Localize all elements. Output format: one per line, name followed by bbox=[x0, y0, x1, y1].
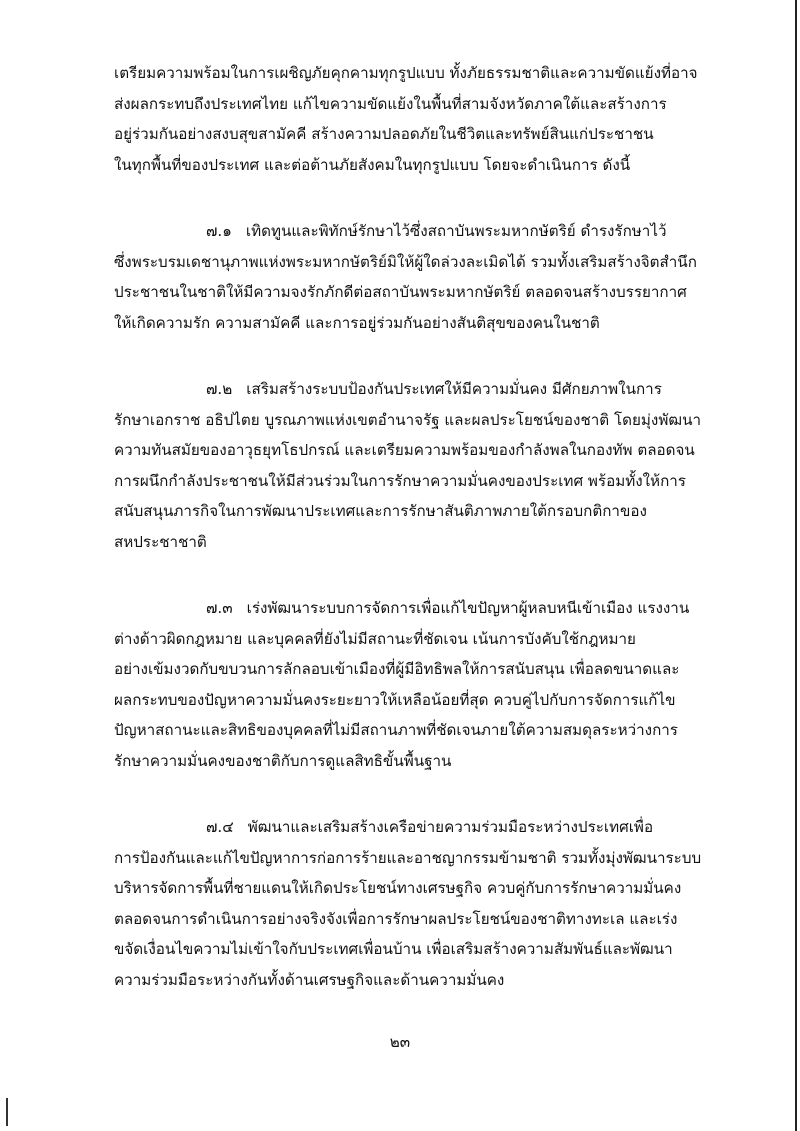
text-line: รักษาเอกราช อธิปไตย บูรณภาพแห่งเขตอำนาจรัฐ และผลประโยชน์ของชาติ โดยมุ่งพัฒนา bbox=[114, 410, 701, 429]
text-line: อยู่ร่วมกันอย่างสงบสุขสามัคคี สร้างความปลอดภัยในชีวิตและทรัพย์สินแก่ประชาชน bbox=[114, 125, 654, 143]
section-first-text: พัฒนาและเสริมสร้างเครือข่ายความร่วมมือระหว่างประเทศเพื่อ bbox=[247, 818, 654, 836]
section-number: ๗.๔ bbox=[206, 818, 234, 836]
section-first-line bbox=[114, 374, 726, 405]
section-7-3 bbox=[114, 593, 726, 776]
text-line: ต่างด้าวผิดกฎหมาย และบุคคลที่ยังไม่มีสถานะที่ชัดเจน เน้นการบังคับใช้กฎหมาย bbox=[114, 629, 636, 648]
section-first-text: เร่งพัฒนาระบบการจัดการเพื่อแก้ไขปัญหาผู้หลบหนีเข้าเมือง แรงงาน bbox=[246, 599, 690, 617]
document-body bbox=[114, 58, 726, 995]
text-line: ความร่วมมือระหว่างกันทั้งด้านเศรษฐกิจและด้านความมั่นคง bbox=[114, 970, 505, 989]
text-line: ขจัดเงื่อนไขความไม่เข้าใจกับประเทศเพื่อนบ้าน เพื่อเสริมสร้างความสัมพันธ์และพัฒนา bbox=[114, 940, 673, 958]
text-line: รักษาความมั่นคงของชาติกับการดูแลสิทธิขั้นพื้นฐาน bbox=[114, 751, 452, 770]
page-number: ๒๓ bbox=[389, 1033, 411, 1051]
text-line: การป้องกันและแก้ไขปัญหาการก่อการร้ายและอาชญากรรมข้ามชาติ รวมทั้งมุ่งพัฒนาระบบ bbox=[114, 848, 702, 867]
text-line: ให้เกิดความรัก ความสามัคคี และการอยู่ร่วมกันอย่างสันติสุขของคนในชาติ bbox=[114, 313, 600, 332]
intro-paragraph bbox=[114, 58, 726, 180]
text-line: การผนึกกำลังประชาชนให้มีส่วนร่วมในการรักษาความมั่นคงของประเทศ พร้อมทั้งให้การ bbox=[114, 471, 686, 490]
text-line: อย่างเข้มงวดกับขบวนการลักลอบเข้าเมืองที่ผู้มีอิทธิพลให้การสนับสนุน เพื่อลดขนาดและ bbox=[114, 660, 680, 678]
section-first-line bbox=[114, 216, 726, 247]
text-line: ซึ่งพระบรมเดชานุภาพแห่งพระมหากษัตริย์มิให้ผู้ใดล่วงละเมิดได้ รวมทั้งเสริมสร้างจิตสำนึก bbox=[114, 252, 697, 271]
text-line: ตลอดจนการดำเนินการอย่างจริงจังเพื่อการรักษาผลประโยชน์ของชาติทางทะเล และเร่ง bbox=[114, 909, 678, 928]
text-line: ประชาชนในชาติให้มีความจงรักภักดีต่อสถาบันพระมหากษัตริย์ ตลอดจนสร้างบรรยากาศ bbox=[114, 283, 687, 301]
text-line: ผลกระทบของปัญหาความมั่นคงระยะยาวให้เหลือน้อยที่สุด ควบคู่ไปกับการจัดการแก้ไข bbox=[114, 690, 676, 709]
section-first-text: เทิดทูนและพิทักษ์รักษาไว้ซึ่งสถาบันพระมหากษัตริย์ ดำรงรักษาไว้ bbox=[245, 222, 667, 240]
text-line: ความทันสมัยของอาวุธยุทโธปกรณ์ และเตรียมความพร้อมของกำลังพลในกองทัพ ตลอดจน bbox=[114, 441, 695, 459]
text-line: ในทุกพื้นที่ของประเทศ และต่อต้านภัยสังคมในทุกรูปแบบ โดยจะดำเนินการ ดังนี้ bbox=[114, 155, 631, 174]
section-7-2 bbox=[114, 374, 726, 557]
scan-edge-left bbox=[6, 1098, 8, 1126]
section-first-line bbox=[114, 812, 726, 843]
section-number: ๗.๓ bbox=[206, 599, 233, 617]
section-number: ๗.๒ bbox=[206, 380, 233, 398]
section-7-4 bbox=[114, 812, 726, 995]
section-first-line bbox=[114, 593, 726, 624]
text-line: ส่งผลกระทบถึงประเทศไทย แก้ไขความขัดแย้งในพื้นที่สามจังหวัดภาคใต้และสร้างการ bbox=[114, 94, 667, 113]
section-7-1 bbox=[114, 216, 726, 338]
scan-edge-right bbox=[795, 0, 797, 1131]
text-line: ปัญหาสถานะและสิทธิของบุคคลที่ไม่มีสถานภาพที่ชัดเจนภายใต้ความสมดุลระหว่างการ bbox=[114, 721, 678, 739]
section-first-text: เสริมสร้างระบบป้องกันประเทศให้มีความมั่นคง มีศักยภาพในการ bbox=[246, 380, 662, 398]
text-line: สนับสนุนภารกิจในการพัฒนาประเทศและการรักษาสันติภาพภายใต้กรอบกติกาของ bbox=[114, 502, 647, 520]
text-line: สหประชาชาติ bbox=[114, 532, 207, 551]
section-number: ๗.๑ bbox=[206, 222, 232, 240]
text-line: บริหารจัดการพื้นที่ชายแดนให้เกิดประโยชน์ทางเศรษฐกิจ ควบคู่กับการรักษาความมั่นคง bbox=[114, 879, 682, 897]
text-line: เตรียมความพร้อมในการเผชิญภัยคุกคามทุกรูปแบบ ทั้งภัยธรรมชาติและความขัดแย้งที่อาจ bbox=[114, 64, 698, 82]
